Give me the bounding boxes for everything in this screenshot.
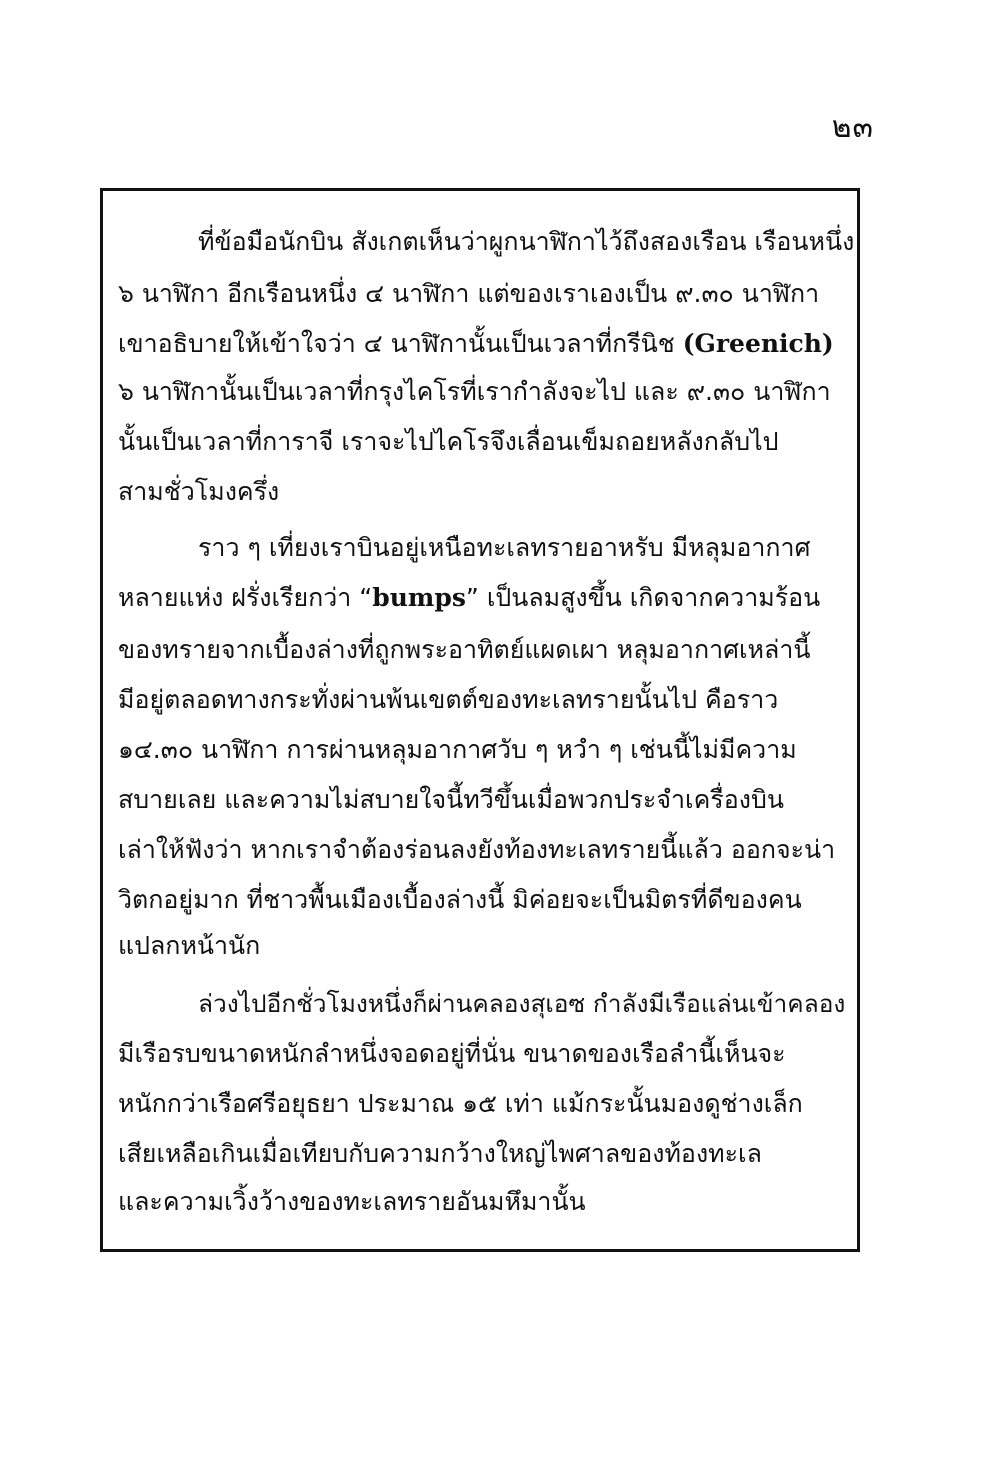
text-run: สบายเลย และความไม่สบายใจนี้ทวีขึ้นเมื่อพวกประจำเครื่องบิน	[118, 785, 784, 814]
text-run: ของทรายจากเบื้องล่างที่ถูกพระอาทิตย์แผดเผา หลุมอากาศเหล่านี้	[118, 635, 811, 664]
text-line	[118, 784, 784, 816]
text-run: เล่าให้ฟังว่า หากเราจำต้องร่อนลงยังท้องทะเลทรายนี้แล้ว ออกจะน่า	[118, 835, 836, 864]
text-line	[118, 1138, 762, 1170]
text-run: หลายแห่ง ฝรั่งเรียกว่า “	[118, 583, 373, 612]
text-line	[118, 634, 810, 666]
text-line	[118, 1088, 803, 1120]
text-run: หนักกว่าเรือศรีอยุธยา ประมาณ ๑๕ เท่า แม้กระนั้นมองดูช่างเล็ก	[118, 1089, 803, 1118]
text-line	[118, 734, 797, 766]
text-run: ล่วงไปอีกชั่วโมงหนึ่งก็ผ่านคลองสุเอซ กำลังมีเรือแล่นเข้าคลอง	[198, 989, 846, 1018]
text-run: เขาอธิบายให้เข้าใจว่า ๔ นาฬิกานั้นเป็นเวลาที่กรีนิช	[118, 329, 683, 358]
text-line	[118, 1038, 786, 1070]
text-line	[118, 426, 779, 458]
text-run: ๖ นาฬิกานั้นเป็นเวลาที่กรุงไคโรที่เรากำลังจะไป และ ๙.๓๐ นาฬิกา	[118, 377, 831, 406]
text-line	[198, 532, 810, 564]
bold-term: bumps	[372, 583, 466, 612]
page-number: ๒๓	[831, 110, 874, 145]
bold-term: (Greenich)	[682, 329, 834, 358]
text-line	[118, 684, 778, 716]
text-run: นั้นเป็นเวลาที่การาจี เราจะไปไคโรจึงเลื่อนเข็มถอยหลังกลับไป	[118, 427, 779, 456]
text-run: ที่ข้อมือนักบิน สังเกตเห็นว่าผูกนาฬิกาไว้ถึงสองเรือน เรือนหนึ่ง	[198, 227, 855, 256]
text-run: ราว ๆ เที่ยงเราบินอยู่เหนือทะเลทรายอาหรับ มีหลุมอากาศ	[198, 533, 811, 562]
text-line	[118, 582, 820, 614]
text-line	[118, 1186, 586, 1218]
text-line	[198, 226, 854, 258]
text-line	[118, 278, 819, 310]
text-run: วิตกอยู่มาก ที่ชาวพื้นเมืองเบื้องล่างนี้ มิค่อยจะเป็นมิตรที่ดีของคน	[118, 885, 802, 914]
text-line	[118, 834, 835, 866]
text-run: ” เป็นลมสูงขึ้น เกิดจากความร้อน	[465, 583, 821, 612]
text-run: และความเวิ้งว้างของทะเลทรายอันมหึมานั้น	[118, 1187, 586, 1216]
text-run: ๖ นาฬิกา อีกเรือนหนึ่ง ๔ นาฬิกา แต่ของเราเองเป็น ๙.๓๐ นาฬิกา	[118, 279, 820, 308]
text-run: เสียเหลือเกินเมื่อเทียบกับความกว้างใหญ่ไพศาลของท้องทะเล	[118, 1139, 762, 1168]
text-run: ๑๔.๓๐ นาฬิกา การผ่านหลุมอากาศวับ ๆ หวำ ๆ เช่นนี้ไม่มีความ	[118, 735, 797, 764]
text-line	[118, 376, 831, 408]
text-line	[118, 476, 279, 508]
text-run: สามชั่วโมงครึ่ง	[118, 477, 280, 506]
text-line	[118, 328, 834, 360]
text-line	[118, 884, 802, 916]
text-run: มีอยู่ตลอดทางกระทั่งผ่านพ้นเขตต์ของทะเลทรายนั้นไป คือราว	[118, 685, 779, 714]
text-run: แปลกหน้านัก	[118, 931, 261, 960]
text-line	[198, 988, 845, 1020]
text-run: มีเรือรบขนาดหนักลำหนึ่งจอดอยู่ที่นั่น ขนาดของเรือลำนี้เห็นจะ	[118, 1039, 786, 1068]
text-line	[118, 930, 260, 962]
